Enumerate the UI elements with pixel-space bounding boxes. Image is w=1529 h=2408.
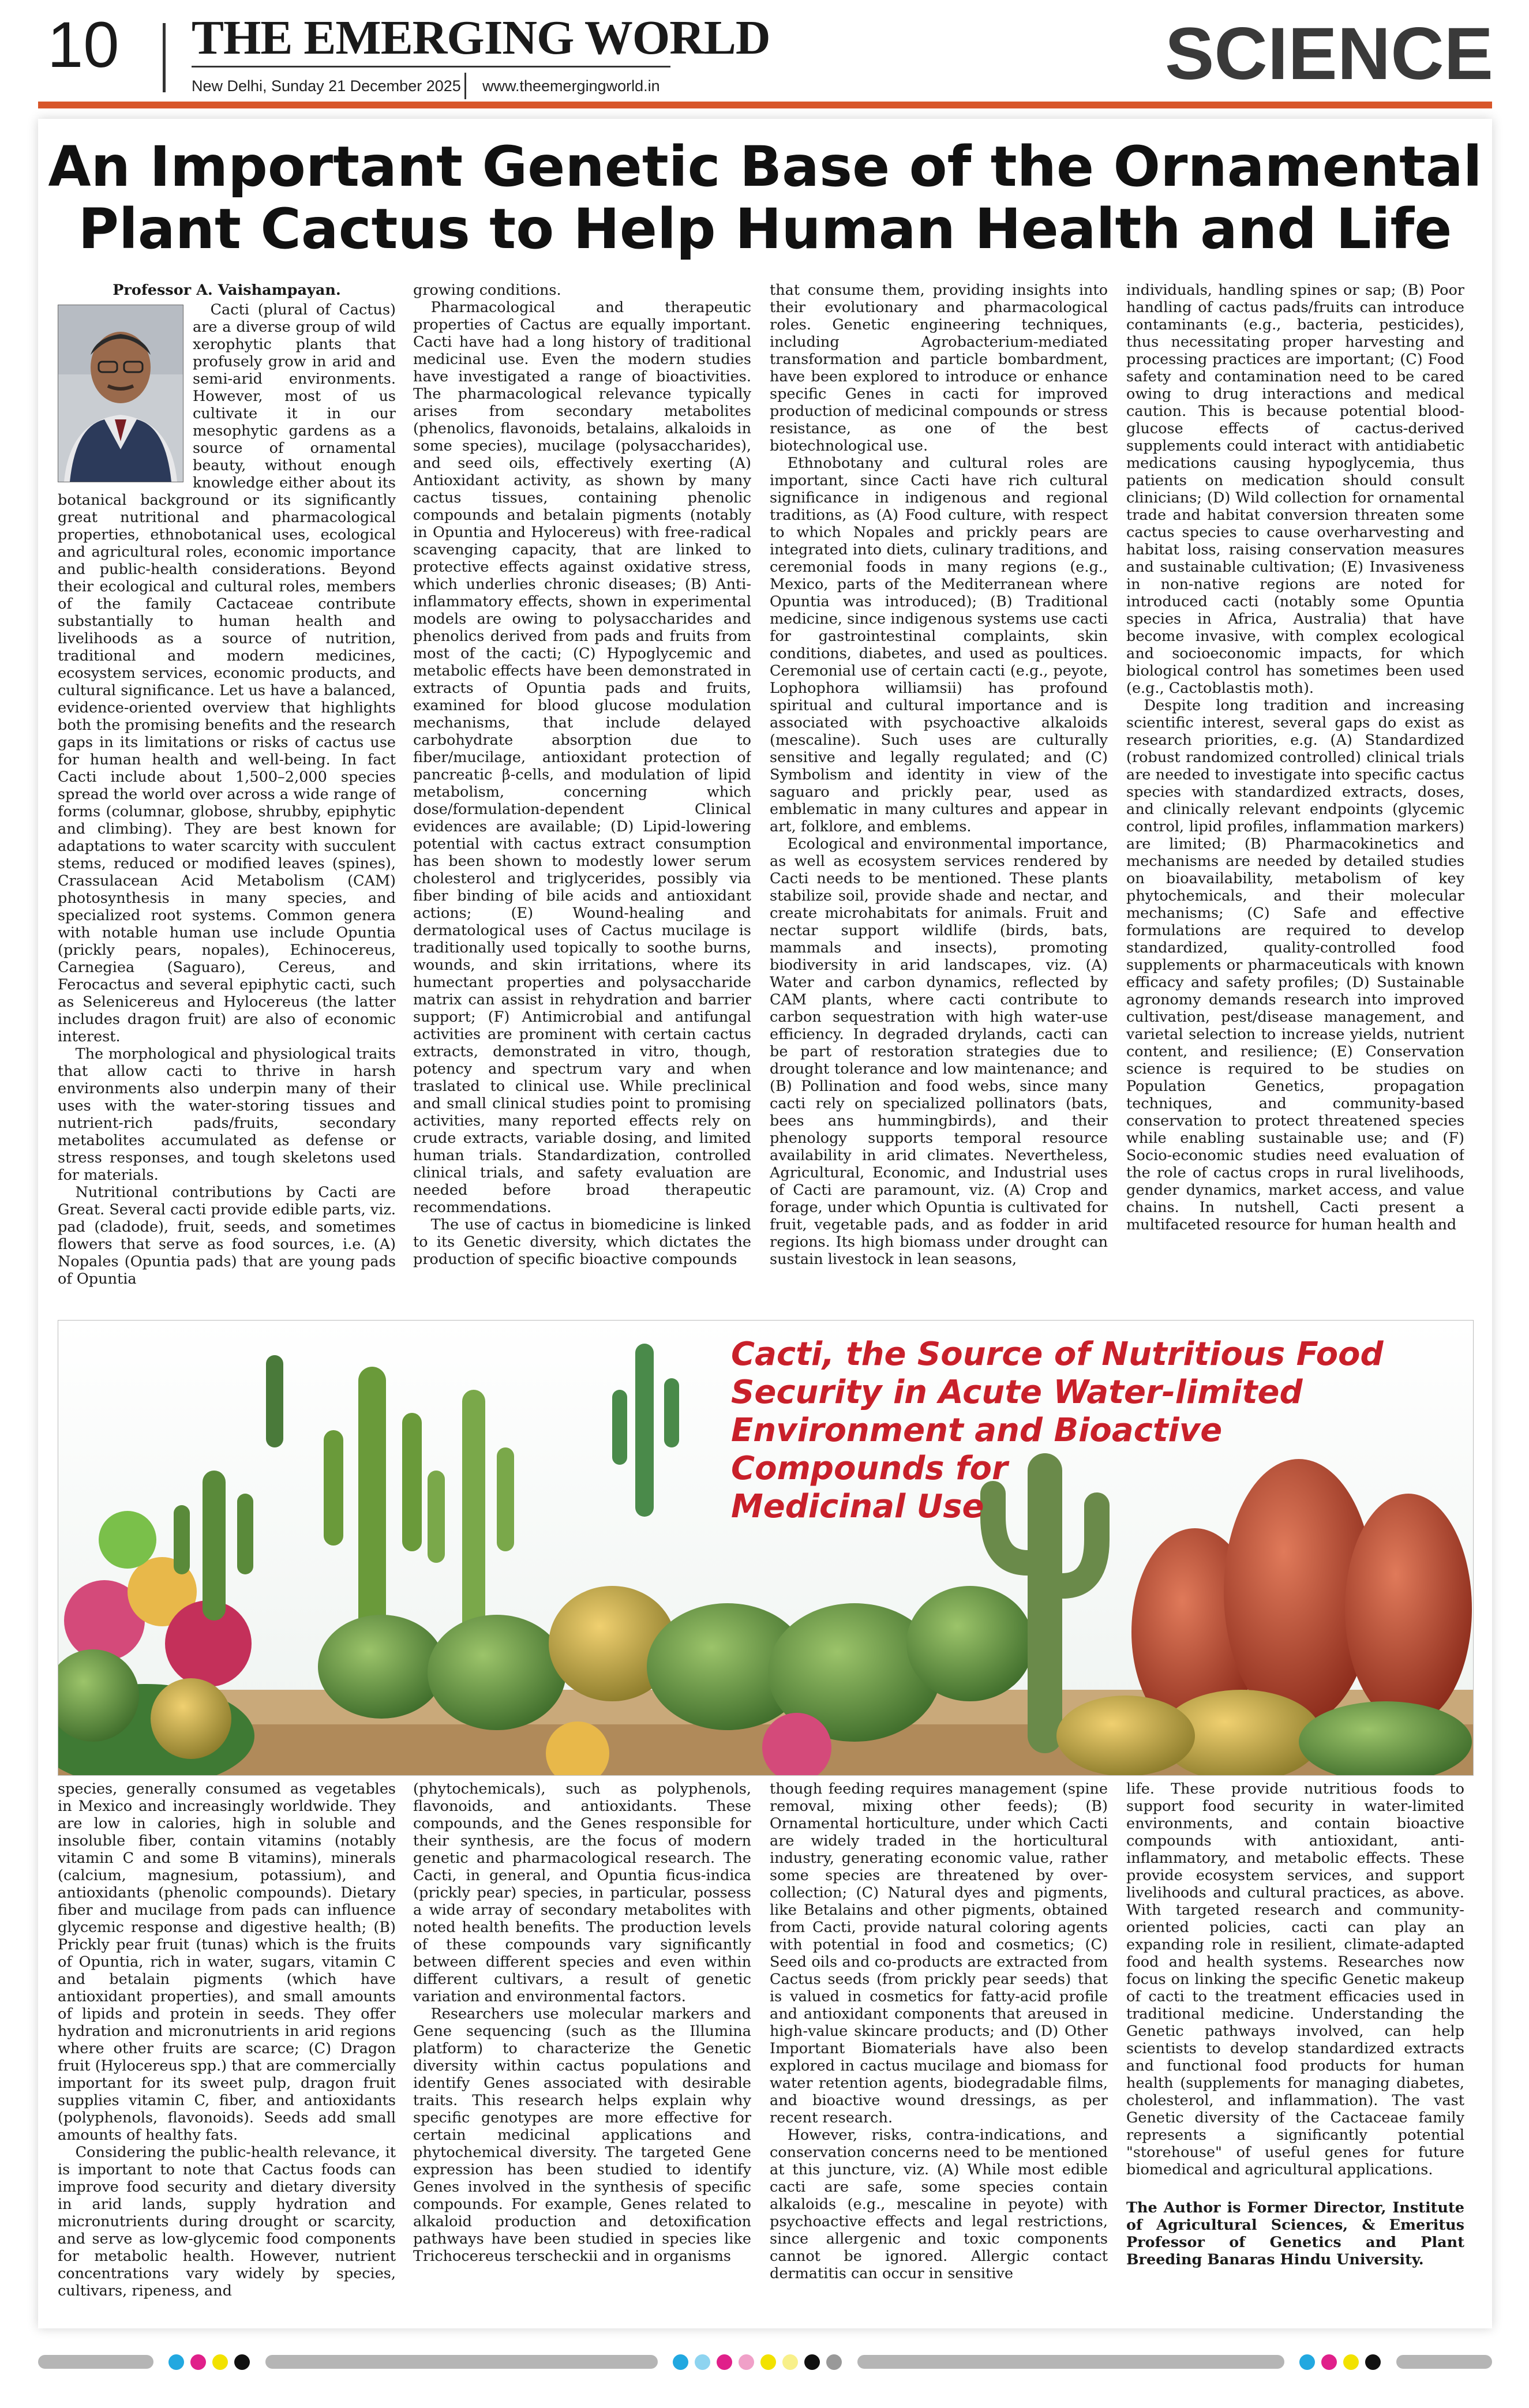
registration-bar-segment [857,2355,1284,2369]
column-2-top [413,282,751,1315]
accent-rule [38,102,1492,108]
col4-bottom-p1: life. These provide nutritious foods to support food security in water-limited environments, and contain bioactive compounds with antioxidant, anti-inflammatory, and metabolic effects. These provide ecosystem services, and support livelihoods and cultural practices, as above. With targeted research and community-oriented policies, cacti can play an expanding role in resilient, climate-adapted food and health systems. Researches now focus on linking the specific Genetic makeup of cacti to the treatment efficacies used in traditional medicine. Understanding the Genetic pathways involved, can help scientists to develop standardized extracts and functional food products for human health (supplements for managing diabetes, cholesterol, and inflammation). The vast Genetic diversity of the Cactaceae family represents a significantly potential "storehouse" of useful genes for future biomedical and agricultural applications. [1126,1780,1464,2178]
publication-date: New Delhi, Sunday 21 December 2025 [192,77,461,95]
col3-top-p1: that consume them, providing insights into their evolutionary and pharmacological roles. Genetic engineering techniques, including Agrobacterium-mediated transformation and particle bombardment, have been explored to introduce or enhance specific Genes in cacti for improved production of medicinal compounds or stress resistance, as one of the best biotechnological use. [770,282,1108,455]
col1-top-p3: Nutritional contributions by Cacti are Great. Several cacti provide edible parts, viz. pad (cladode), fruit, seeds, and sometimes flowers that serve as food sources, i.e. (A) Nopales (Opuntia pads) that are young pads of Opuntia [58,1184,396,1288]
byline: Professor A. Vaishampayan. [113,282,341,299]
page-number: 10 [47,9,119,81]
column-4-top [1126,282,1464,1315]
column-1-bottom [58,1780,396,2323]
column-1-top [58,282,396,1315]
caption-line-3: Environment and Bioactive [731,1412,1223,1449]
caption-line-4: Compounds for [731,1450,1008,1487]
masthead [0,0,1529,104]
col4-top-p1: individuals, handling spines or sap; (B) Poor handling of cactus pads/fruits can introduce contaminants (e.g., bacteria, pesticides), thus necessitating proper harvesting and processing practices are important; (C) Food safety and contamination need to be cared owing to drug interactions and medical caution. This is because potential blood-glucose effects of cactus-derived supplements could interact with antidiabetic medications causing hypoglycemia, thus patients on medication should consult clinicians; (D) Wild collection for ornamental trade and habitat conversion threaten some cactus species to cause overharvesting and habitat loss, raising conservation measures and sustainable cultivation; (E) Invasiveness in non-native regions are noted for introduced cacti (notably some Opuntia species in Africa, Australia) that have become invasive, with complex ecological and socioeconomic impacts, for which biological control has sometimes been used (e.g., Cactoblastis moth). [1126,282,1464,697]
yellow-dot [760,2354,776,2370]
col4-top-p2: Despite long tradition and increasing scientific interest, several gaps do exist as research priorities, e.g. (A) Standardized (robust randomized controlled) clinical trials are needed to investigate into specific cactus species with standardized extracts, doses, and clinically relevant endpoints (glycemic control, lipid profiles, inflammation markers) are limited; (B) Pharmacokinetics and mechanisms are needed by detailed studies on bioavailability, metabolism of key phytochemicals, and their molecular mechanisms; (C) Safe and effective formulations are required to develop standardized, quality-controlled food supplements or pharmaceuticals with known efficacy and safety profiles; (D) Sustainable agronomy demands research into improved cultivation, pest/disease management, and varietal selection to increase yields, nutrient content, and resilience; (E) Conservation science is required to be studies on Population Genetics, propagation techniques, and community-based conservation to protect threatened species while enabling sustainable use; and (F) Socio-economic studies need evaluation of the role of cactus crops in rural livelihoods, gender dynamics, market access, and value chains. In nutshell, Cacti present a multifaceted resource for human health and [1126,697,1464,1233]
light-cyan-dot [695,2354,710,2370]
caption-line-5: Medicinal Use [731,1488,984,1525]
caption-line-2: Security in Acute Water-limited [731,1374,1303,1411]
col2-bottom-p2: Researchers use molecular markers and Gene sequencing (such as the Illumina platform) to characterize the Genetic diversity within cactus populations and identify Genes associated with desirable traits. This research helps explain why specific genotypes are more effective for certain medicinal applications and phytochemical diversity. The targeted Gene expression has been studied to identify Genes involved in the synthesis of specific compounds. For example, Genes related to alkaloid production and detoxification pathways have been studied in species like Trichocereus terscheckii and in organisms [413,2005,751,2265]
magenta-dot [190,2354,206,2370]
col1-bottom-p2: Considering the public-health relevance, it is important to note that Cactus foods can improve food security and dietary diversity in arid lands, supply hydration and micronutrients during drought or scarcity, and serve as low-glycemic food components for metabolic health. However, nutrient concentrations vary widely by species, cultivars, ripeness, and [58,2144,396,2300]
masthead-divider-small [464,73,466,99]
section-label: SCIENCE [1165,13,1493,95]
black-dot [804,2354,820,2370]
headline [38,136,1492,260]
headline-line-2: Plant Cactus to Help Human Health and Life [78,196,1452,261]
registration-bar-segment [38,2355,153,2369]
masthead-divider [163,23,166,92]
col3-top-p3: Ecological and environmental importance, as well as ecosystem services rendered by Cacti needs to be mentioned. These plants stabilize soil, provide shade and nectar, and create microhabitats for animals. Fruit and nectar support wildlife (birds, bats, mammals and insects), promoting biodiversity in arid landscapes, viz. (A) Water and carbon dynamics, reflected by CAM plants, where cacti contribute to carbon sequestration with high water-use efficiency. In degraded drylands, cacti can be part of restoration strategies due to drought tolerance and low maintenance; and (B) Pollination and food webs, since many cacti rely on specialized pollinators (bats, bees ans hummingbirds), and their phenology supports temporal resource availability in arid climates. Nevertheless, Agricultural, Economic, and Industrial uses of Cacti are paramount, viz. (A) Crop and forage, under which Opuntia is cultivated for fruit, vegetable pads, and as fodder in arid regions. Its high biomass under drought can sustain livestock in lean seasons, [770,835,1108,1268]
website-link[interactable]: www.theemergingworld.in [482,77,660,95]
magenta-dot [717,2354,732,2370]
col3-bottom-p2: However, risks, contra-indications, and conservation concerns need to be mentioned at this juncture, viz. (A) While most edible cacti are safe, some species contain alkaloids (e.g., mescaline in peyote) with psychoactive effects and legal restrictions, since allergenic and toxic components cannot be ignored. Allergic contact dermatitis can occur in sensitive [770,2126,1108,2282]
figure-caption [731,1336,1423,1526]
col2-top-p2: Pharmacological and therapeutic properties of Cactus are equally important. Cacti have had a long history of traditional medicinal use. Even the modern studies have investigated a range of bioactivities. The pharmacological relevance typically arises from secondary metabolites (phenolics, flavonoids, betalains, alkaloids in some species), mucilage (polysaccharides), and seed oils, effectively exerting (A) Antioxidant activity, as shown by many cactus tissues, containing phenolic compounds and betalain pigments (notably in Opuntia and Hylocereus) with free-radical scavenging capacity, that are linked to protective effects against oxidative stress, which underlies chronic diseases; (B) Anti-inflammatory effects, shown in experimental models are owing to polysaccharides and phenolics derived from pads and fruits from most of the cacti; (C) Hypoglycemic and metabolic effects have been demonstrated in extracts of Opuntia pads and fruits, examined for blood glucose modulation mechanisms, that include delayed carbohydrate absorption due to fiber/mucilage, antioxidant protection of pancreatic β-cells, and modulation of lipid metabolism, concerning which dose/formulation-dependent Clinical evidences are available; (D) Lipid-lowering potential with cactus extract consumption has been shown to modestly lower serum cholesterol and triglycerides, possibly via fiber binding of bile acids and antioxidant actions; (E) Wound-healing and dermatological uses of Cactus mucilage is traditionally used topically to soothe burns, wounds, and skin irritations, where its humectant properties and polysaccharide matrix can assist in rehydration and barrier support; (F) Antimicrobial and antifungal activities are prominent with certain cactus extracts, demonstrated in vitro, though, potency and spectrum vary and when traslated to clinical use. While preclinical and small clinical studies point to promising activities, many reported effects rely on crude extracts, variable dosing, and limited human trials. Standardization, controlled clinical trials, and safety evaluation are needed before broad therapeutic recommendations. [413,299,751,1216]
masthead-underline [192,66,670,67]
column-3-bottom [770,1780,1108,2323]
black-dot [234,2354,250,2370]
col2-top-p1: growing conditions. [413,282,561,299]
cyan-dot [673,2354,688,2370]
cyan-dot [168,2354,184,2370]
author-photo [58,305,183,482]
col1-top-p2: The morphological and physiological traits that allow cacti to thrive in harsh environments also underpin many of their uses with the water-storing tissues and nutrient-rich pads/fruits, secondary metabolites accumulated as defense or stress responses, and tough skeletons used for materials. [58,1045,396,1184]
col1-top-p1: Cacti (plural of Cactus) are a diverse group of wild xerophytic plants that profusely grow in arid and semi-arid environments. However, most of us cultivate it in our mesophytic gardens as a source of ornamental beauty, without enough knowledge either about its botanical background or its significantly great nutritional and pharmacological properties, ethnobotanical uses, ecological and agricultural roles, economic importance and public-health considerations. Beyond their ecological and cultural roles, members of the family Cactaceae contribute substantially to human health and livelihoods as a source of nutrition, traditional and modern medicines, ecosystem services, economic products, and cultural significance. Let us have a balanced, evidence-oriented overview that highlights both the promising benefits and the research gaps in its limitations or risks of cactus use for human health and well-being. In fact Cacti include about 1,500–2,000 species spread the world over across a wide range of forms (columnar, globose, shrubby, epiphytic and climbing). They are best known for adaptations to water scarcity with succulent stems, reduced or modified leaves (spines), Crassulacean Acid Metabolism (CAM) photosynthesis in many species, and specialized root systems. Common genera with notable human use include Opuntia (prickly pears, nopales), Echinocereus, Carnegiea (Saguaro), Cereus, and Ferocactus and several epiphytic cacti, such as Selenicereus and Hylocereus (the latter includes dragon fruit) are also of economic interest. [58,301,396,1045]
col3-bottom-p1: though feeding requires management (spine removal, mixing other feeds); (B) Ornamental horticulture, under which Cacti are widely traded in the horticultural industry, generating economic value, rather some species are threatened by over-collection; (C) Natural dyes and pigments, like Betalains and other pigments, obtained from Cacti, provide natural coloring agents with potential in food and cosmetics; (C) Seed oils and co-products are extracted from Cactus seeds (from prickly pear seeds) that is valued in cosmetics for fatty-acid profile and antioxidant components that areused in high-value skincare products; and (D) Other Important Biomaterials have also been explored in cactus mucilage and biomass for water retention agents, biodegradable films, and bioactive wound dressings, as per recent research. [770,1780,1108,2126]
cyan-dot [1299,2354,1315,2370]
column-3-top [770,282,1108,1315]
article-panel [38,119,1492,2328]
pink-dot [739,2354,754,2370]
black-dot [1365,2354,1381,2370]
col2-top-p3: The use of cactus in biomedicine is linked to its Genetic diversity, which dictates the production of specific bioactive compounds [413,1216,751,1268]
cactus-illustration [58,1320,1474,1776]
col1-bottom-p1: species, generally consumed as vegetables in Mexico and increasingly worldwide. They are low in calories, high in soluble and insoluble fiber, contain vitamins (notably vitamin C and some B vitamins), minerals (calcium, magnesium, potassium), and antioxidants (phenolic compounds). Dietary fiber and mucilage from pads can influence glycemic response and digestive health; (B) Prickly pear fruit (tunas) which is the fruits of Opuntia, rich in water, sugars, vitamin C and betalain pigments (which have antioxidant properties), and small amounts of lipids and protein in seeds. They offer hydration and micronutrients in arid regions where other fruits are scarce; (C) Dragon fruit (Hylocereus spp.) that are commercially important for its sweet pulp, dragon fruit supplies vitamin C, fiber, and antioxidants (polyphenols, flavonoids). Seeds add small amounts of healthy fats. [58,1780,396,2144]
newspaper-name: THE EMERGING WORLD [192,11,770,65]
column-4-bottom [1126,1780,1464,2323]
gray-dot [826,2354,842,2370]
caption-line-1: Cacti, the Source of Nutritious Food [731,1336,1384,1373]
registration-bar-segment [1396,2355,1492,2369]
col2-bottom-p1: (phytochemicals), such as polyphenols, flavonoids, and antioxidants. These compounds, and the Genes responsible for their synthesis, are the focus of modern genetic and pharmacological research. The Cacti, in general, and Opuntia ficus-indica (prickly pear) species, in particular, possess a wide array of secondary metabolites with noted health benefits. The production levels of these compounds vary significantly between different species and even within different cultivars, a result of genetic variation and environmental factors. [413,1780,751,2005]
yellow-dot [212,2354,228,2370]
author-bio: The Author is Former Director, Institute of Agricultural Sciences, & Emeritus Professor of Genetics and Plant Breeding Banaras Hindu University. [1126,2199,1464,2268]
col3-top-p2: Ethnobotany and cultural roles are important, since Cacti have rich cultural significance in indigenous and regional traditions, as (A) Food culture, with respect to which Nopales and prickly pears are integrated into diets, culinary traditions, and ceremonial foods in many regions (e.g., Mexico, parts of the Mediterranean where Opuntia was introduced); (B) Traditional medicine, since indigenous systems use cacti for gastrointestinal complaints, skin conditions, diabetes, and used as poultices. Ceremonial use of certain cacti (e.g., peyote, Lophophora williamsii) has profound spiritual and cultural importance and is associated with psychoactive alkaloids (mescaline). Such uses are culturally sensitive and legally regulated; and (C) Symbolism and identity in view of the saguaro and prickly pear, used as emblematic in many cultures and appear in art, folklore, and emblems. [770,455,1108,835]
yellow-dot [1343,2354,1359,2370]
column-2-bottom [413,1780,751,2323]
registration-bar-segment [265,2355,658,2369]
headline-line-1: An Important Genetic Base of the Ornamental [48,134,1482,199]
print-registration-bar [0,2342,1529,2377]
magenta-dot [1321,2354,1337,2370]
light-yellow-dot [782,2354,798,2370]
